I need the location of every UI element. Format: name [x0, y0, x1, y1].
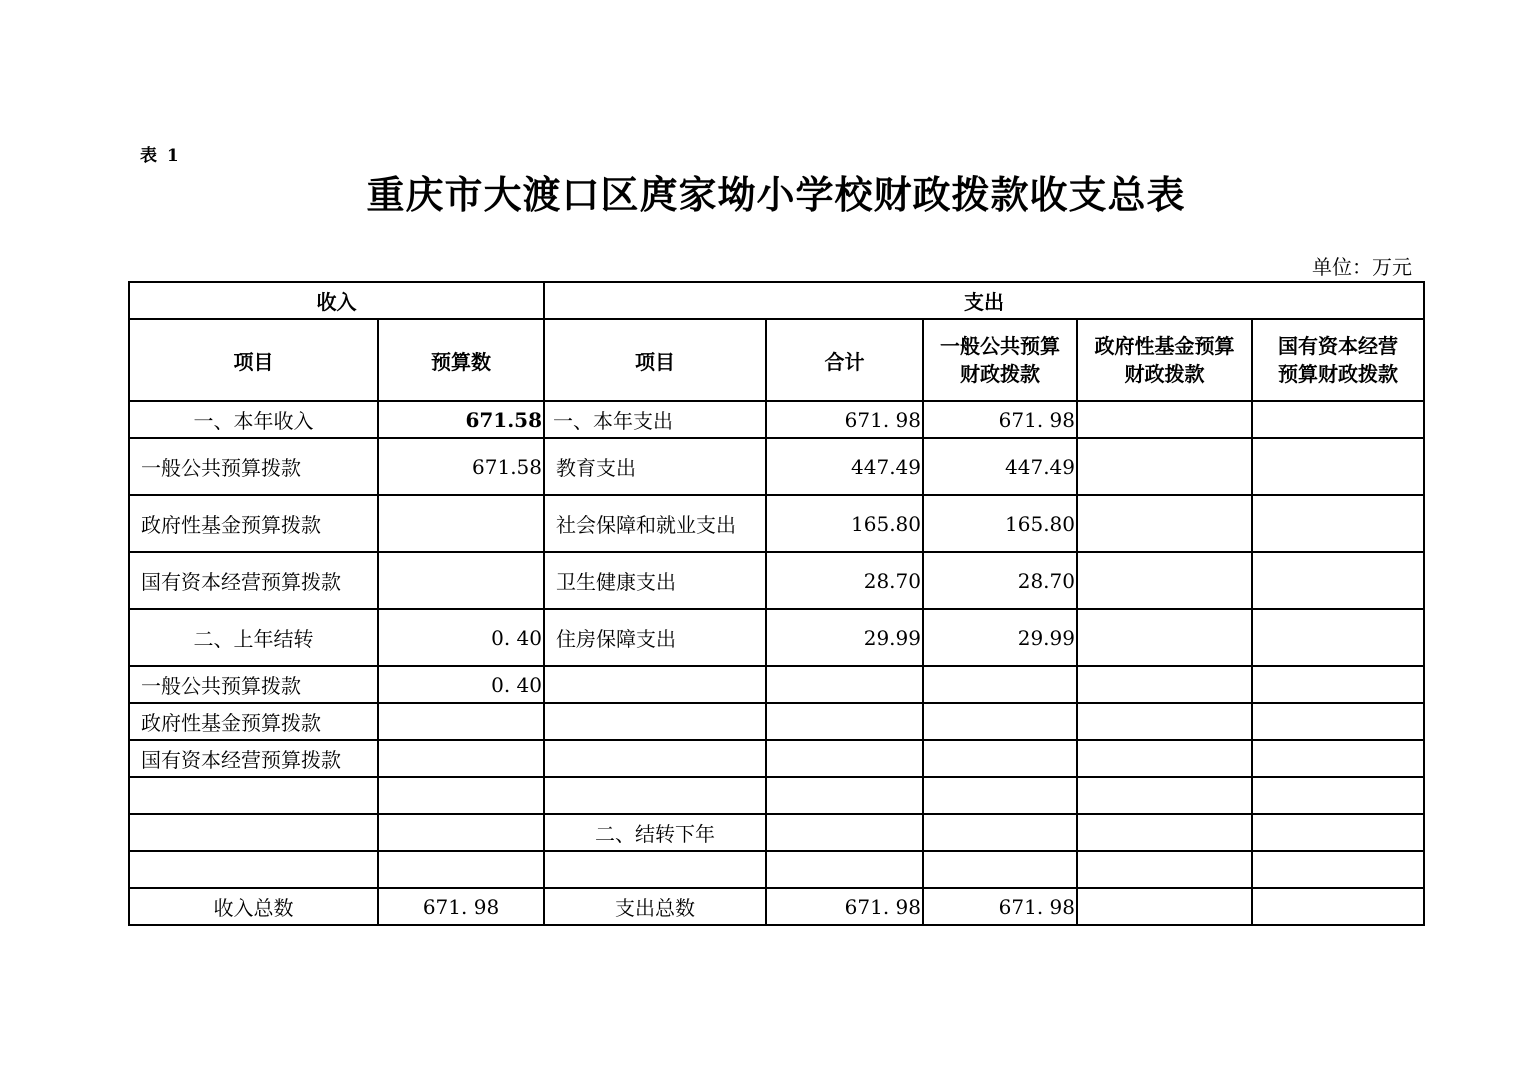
fund-cell [1077, 552, 1252, 609]
expense-item-cell [544, 703, 766, 740]
unit-label: 单位：万元 [1312, 255, 1412, 279]
state-cell [1252, 814, 1424, 851]
income-budget-header: 预算数 [378, 319, 544, 401]
income-item-cell: 一般公共预算拨款 [129, 438, 378, 495]
fund-cell [1077, 666, 1252, 703]
fund-cell [1077, 438, 1252, 495]
state-capital-header-line1: 国有资本经营 [1278, 334, 1399, 358]
expense-item-cell [544, 740, 766, 777]
general-budget-header-line2: 财政拨款 [960, 362, 1040, 386]
total-cell [766, 703, 923, 740]
state-capital-header [1252, 319, 1424, 401]
total-cell: 671. 98 [766, 401, 923, 438]
income-item-cell [129, 814, 378, 851]
fund-cell [1077, 495, 1252, 552]
total-cell [766, 666, 923, 703]
state-sum-cell [1252, 888, 1424, 925]
income-item-cell: 一般公共预算拨款 [129, 666, 378, 703]
expense-item-cell: 二、结转下年 [544, 814, 766, 851]
expense-total-label: 支出总数 [544, 888, 766, 925]
general-cell: 29.99 [923, 609, 1077, 666]
state-cell [1252, 552, 1424, 609]
total-cell: 29.99 [766, 609, 923, 666]
table-number: 表 1 [140, 146, 181, 166]
general-cell: 671. 98 [923, 401, 1077, 438]
expense-item-cell [544, 851, 766, 888]
table-row [129, 814, 1424, 851]
expense-item-cell: 卫生健康支出 [544, 552, 766, 609]
income-value-cell [378, 740, 544, 777]
table-row [129, 438, 1424, 495]
state-cell [1252, 666, 1424, 703]
fund-cell [1077, 740, 1252, 777]
table-row [129, 609, 1424, 666]
income-item-cell [129, 777, 378, 814]
general-budget-header [923, 319, 1077, 401]
general-cell [923, 740, 1077, 777]
group-header-row [129, 282, 1424, 319]
total-cell: 165.80 [766, 495, 923, 552]
income-item-cell: 政府性基金预算拨款 [129, 495, 378, 552]
table-row [129, 495, 1424, 552]
fund-budget-header [1077, 319, 1252, 401]
fund-budget-header-line2: 财政拨款 [1124, 362, 1205, 386]
general-cell [923, 777, 1077, 814]
expense-item-cell [544, 777, 766, 814]
general-cell: 447.49 [923, 438, 1077, 495]
income-item-cell: 二、上年结转 [129, 609, 378, 666]
income-value-cell [378, 814, 544, 851]
income-value-cell [378, 777, 544, 814]
fund-budget-header-line1: 政府性基金预算 [1094, 334, 1235, 358]
column-header-row [129, 319, 1424, 401]
total-cell: 28.70 [766, 552, 923, 609]
general-budget-header-line1: 一般公共预算 [940, 334, 1060, 358]
state-cell [1252, 609, 1424, 666]
state-cell [1252, 703, 1424, 740]
state-cell [1252, 438, 1424, 495]
income-value-cell: 0. 40 [378, 666, 544, 703]
total-cell [766, 814, 923, 851]
income-item-cell [129, 851, 378, 888]
fund-cell [1077, 609, 1252, 666]
general-cell [923, 814, 1077, 851]
state-cell [1252, 851, 1424, 888]
state-cell [1252, 401, 1424, 438]
income-item-cell: 国有资本经营预算拨款 [129, 552, 378, 609]
total-header: 合计 [766, 319, 923, 401]
total-cell [766, 777, 923, 814]
fund-cell [1077, 814, 1252, 851]
general-cell [923, 851, 1077, 888]
total-cell: 447.49 [766, 438, 923, 495]
general-cell: 28.70 [923, 552, 1077, 609]
expense-group-header: 支出 [544, 282, 1424, 319]
general-cell [923, 703, 1077, 740]
state-capital-header-line2: 预算财政拨款 [1278, 362, 1399, 386]
income-total-value: 671. 98 [378, 888, 544, 925]
expense-item-header: 项目 [544, 319, 766, 401]
income-group-header: 收入 [129, 282, 544, 319]
table-row [129, 851, 1424, 888]
state-cell [1252, 740, 1424, 777]
income-value-cell [378, 552, 544, 609]
fund-sum-cell [1077, 888, 1252, 925]
expense-item-cell [544, 666, 766, 703]
general-cell [923, 666, 1077, 703]
total-cell [766, 740, 923, 777]
budget-table [128, 281, 1425, 926]
state-cell [1252, 777, 1424, 814]
general-cell: 165.80 [923, 495, 1077, 552]
income-value-cell [378, 851, 544, 888]
total-sum-cell: 671. 98 [766, 888, 923, 925]
table-row [129, 740, 1424, 777]
income-value-cell [378, 703, 544, 740]
income-value-cell: 671.58 [378, 438, 544, 495]
table-row [129, 552, 1424, 609]
income-item-cell: 政府性基金预算拨款 [129, 703, 378, 740]
expense-item-cell: 住房保障支出 [544, 609, 766, 666]
totals-row [129, 888, 1424, 925]
expense-item-cell: 社会保障和就业支出 [544, 495, 766, 552]
table-row [129, 777, 1424, 814]
total-cell [766, 851, 923, 888]
income-item-header: 项目 [129, 319, 378, 401]
document-title: 重庆市大渡口区庹家坳小学校财政拨款收支总表 [366, 172, 1186, 217]
income-value-cell: 0. 40 [378, 609, 544, 666]
table-row [129, 703, 1424, 740]
income-item-cell: 国有资本经营预算拨款 [129, 740, 378, 777]
state-cell [1252, 495, 1424, 552]
expense-item-cell: 一、本年支出 [544, 401, 766, 438]
general-sum-cell: 671. 98 [923, 888, 1077, 925]
table-row [129, 401, 1424, 438]
fund-cell [1077, 703, 1252, 740]
table-row [129, 666, 1424, 703]
income-value-cell [378, 495, 544, 552]
fund-cell [1077, 851, 1252, 888]
fund-cell [1077, 777, 1252, 814]
income-item-cell: 一、本年收入 [129, 401, 378, 438]
fund-cell [1077, 401, 1252, 438]
income-value-cell: 671.58 [378, 401, 544, 438]
expense-item-cell: 教育支出 [544, 438, 766, 495]
income-total-label: 收入总数 [129, 888, 378, 925]
